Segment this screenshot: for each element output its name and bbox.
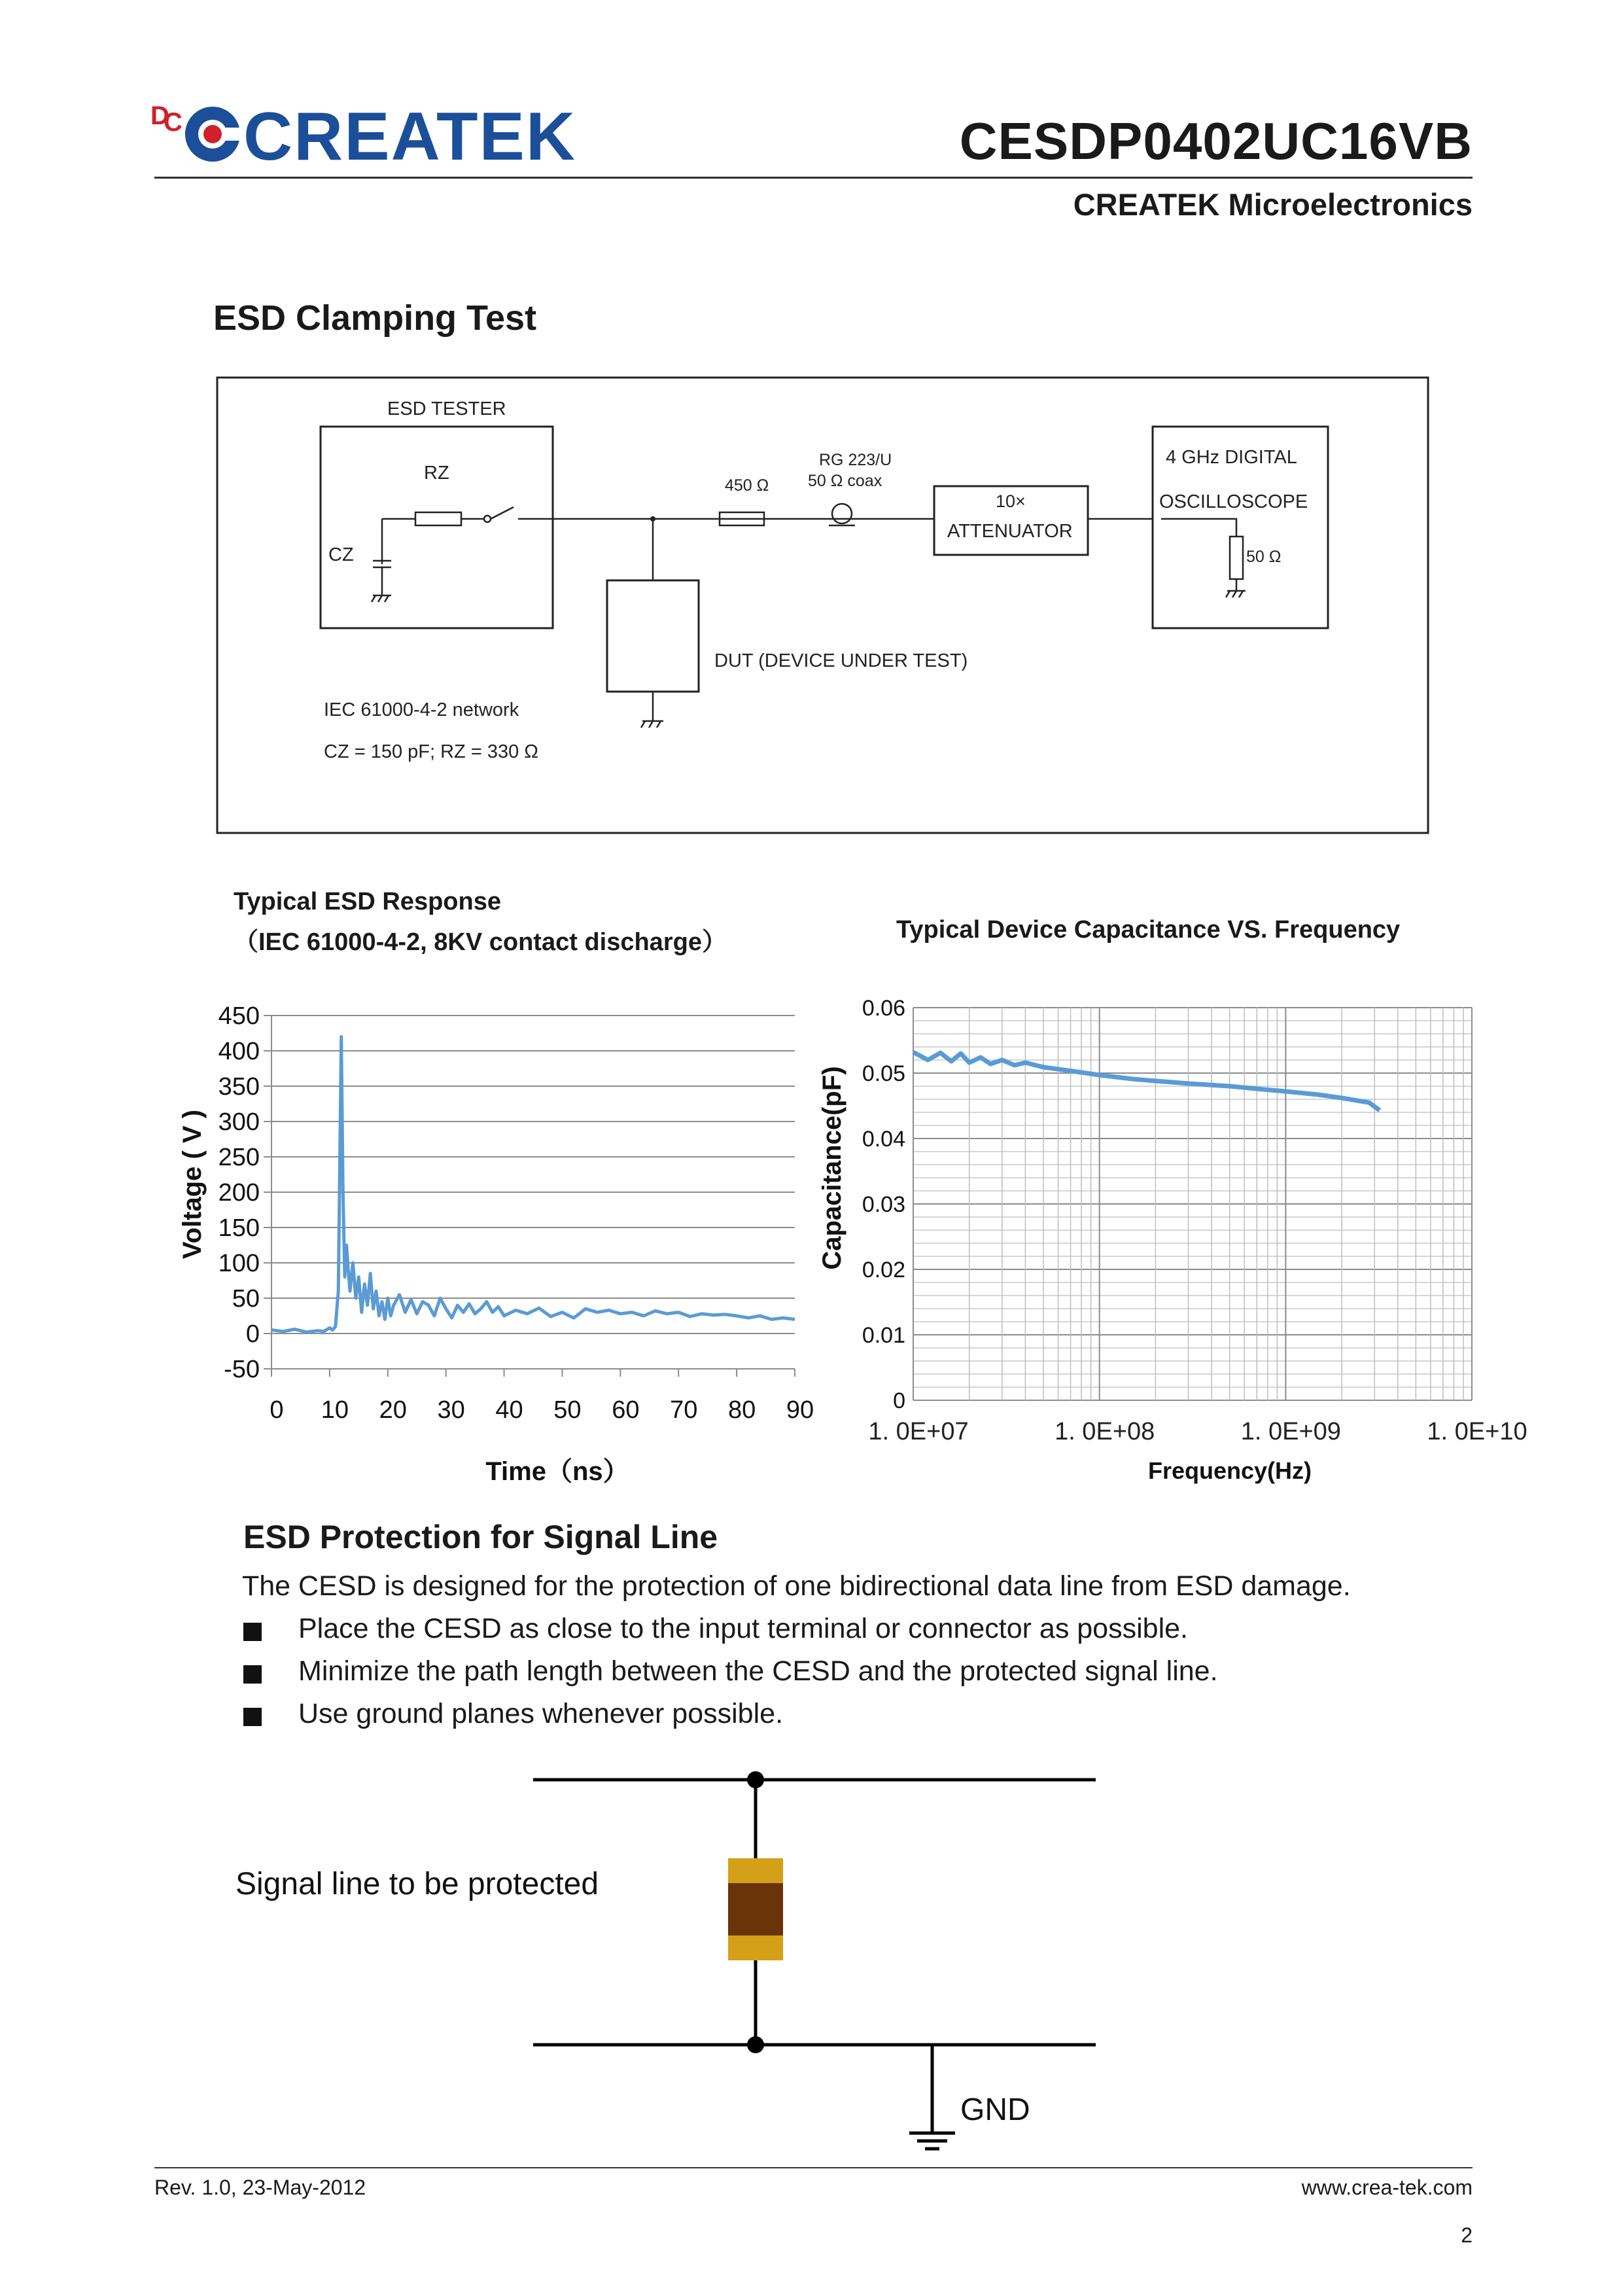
revision-text: Rev. 1.0, 23-May-2012 <box>154 2176 366 2199</box>
bullet-item: Use ground planes whenever possible. <box>298 1698 784 1729</box>
logo-text: CREATEK <box>243 99 576 175</box>
esd-ytick-label: 450 <box>218 1002 260 1030</box>
dut-box <box>607 580 699 692</box>
section-title-esd-clamping: ESD Clamping Test <box>213 298 537 338</box>
logo-c-mark: C <box>164 108 183 137</box>
website-text: www.crea-tek.com <box>1301 2176 1473 2199</box>
section-title-signal-line: ESD Protection for Signal Line <box>243 1519 718 1555</box>
ground-node-dot <box>747 2036 764 2053</box>
page-number: 2 <box>1461 2223 1473 2247</box>
bullet-square-icon <box>243 1665 262 1684</box>
esd-ytick-label: -50 <box>224 1356 260 1383</box>
label-scope-bandwidth: 4 GHz DIGITAL <box>1166 447 1297 468</box>
esd-x-axis-label: Time（ns） <box>485 1457 629 1486</box>
esd-chart-title: Typical ESD Response <box>234 888 501 915</box>
esd-ytick-label: 200 <box>218 1179 260 1207</box>
label-dut: DUT (DEVICE UNDER TEST) <box>714 650 968 671</box>
bullet-square-icon <box>243 1623 262 1641</box>
esd-xtick-label: 10 <box>321 1396 349 1424</box>
company-name: CREATEK Microelectronics <box>1073 187 1473 222</box>
esd-ytick-label: 0 <box>245 1320 260 1348</box>
esd-xtick-label: 50 <box>553 1396 582 1424</box>
label-450-ohm: 450 Ω <box>725 476 769 495</box>
capacitance-chart <box>818 975 1527 1485</box>
esd-ytick-label: 50 <box>232 1285 260 1313</box>
label-oscilloscope: OSCILLOSCOPE <box>1159 491 1308 512</box>
label-attenuator: ATTENUATOR <box>947 521 1073 542</box>
cap-y-axis-label: Capacitance(pF) <box>818 1066 846 1270</box>
cap-xtick-label: 1. 0E+07 <box>868 1418 969 1445</box>
device-band-bottom <box>728 1935 783 1960</box>
device-band-top <box>728 1858 783 1883</box>
esd-test-diagram <box>216 376 1429 834</box>
bullet-item: Place the CESD as close to the input terminal or connector as possible. <box>298 1613 1188 1644</box>
esd-ytick-label: 350 <box>218 1073 260 1101</box>
esd-ytick-label: 100 <box>218 1250 260 1277</box>
cap-ytick-label: 0.04 <box>862 1127 905 1152</box>
esd-tester-box <box>321 427 553 628</box>
esd-xtick-label: 90 <box>786 1396 814 1424</box>
cap-ytick-label: 0.06 <box>862 996 905 1021</box>
cap-ytick-label: 0.01 <box>862 1323 905 1348</box>
esd-chart-subtitle: （IEC 61000-4-2, 8KV contact discharge） <box>234 928 727 956</box>
cap-ytick-label: 0.02 <box>862 1258 905 1282</box>
esd-response-chart <box>170 975 824 1485</box>
label-coax-type: RG 223/U <box>819 451 892 469</box>
label-esd-tester: ESD TESTER <box>387 398 506 419</box>
esd-ytick-label: 150 <box>218 1214 260 1242</box>
capacitance-series <box>913 1052 1380 1110</box>
label-coax-impedance: 50 Ω coax <box>808 472 882 490</box>
esd-xtick-label: 20 <box>379 1396 407 1424</box>
label-iec-network: IEC 61000-4-2 network <box>324 699 519 720</box>
signal-line-intro: The CESD is designed for the protection of one bidirectional data line from ESD damage. <box>242 1570 1351 1602</box>
footer-divider <box>154 2167 1473 2168</box>
bullet-item: Minimize the path length between the CESD and the protected signal line. <box>298 1655 1218 1687</box>
esd-xtick-label: 0 <box>270 1396 284 1424</box>
esd-xtick-label: 80 <box>727 1396 756 1424</box>
cap-ytick-label: 0.05 <box>862 1061 905 1086</box>
cap-ytick-label: 0 <box>893 1388 905 1413</box>
gnd-label: GND <box>960 2093 1030 2127</box>
ground-symbol-icon <box>909 2133 955 2149</box>
cap-xtick-label: 1. 0E+10 <box>1427 1418 1527 1445</box>
signal-line-label: Signal line to be protected <box>236 1867 599 1901</box>
label-50-ohm: 50 Ω <box>1246 548 1282 566</box>
cap-xtick-label: 1. 0E+09 <box>1240 1418 1341 1445</box>
label-rz: RZ <box>424 463 449 484</box>
diagram-frame <box>217 378 1428 833</box>
label-attenuator-ratio: 10× <box>996 491 1026 511</box>
label-network-values: CZ = 150 pF; RZ = 330 Ω <box>324 741 538 762</box>
esd-y-axis-label: Voltage ( V ) <box>178 1109 207 1260</box>
esd-xtick-label: 30 <box>437 1396 465 1424</box>
esd-ytick-label: 300 <box>218 1108 260 1136</box>
header-divider <box>154 177 1473 179</box>
label-cz: CZ <box>328 544 354 565</box>
cap-chart-title: Typical Device Capacitance VS. Frequency <box>896 916 1401 944</box>
cap-xtick-label: 1. 0E+08 <box>1055 1418 1155 1445</box>
part-number: CESDP0402UC16VB <box>959 112 1473 170</box>
esd-ytick-label: 400 <box>218 1038 260 1065</box>
cap-x-axis-label: Frequency(Hz) <box>1147 1457 1312 1484</box>
esd-ytick-label: 250 <box>218 1144 260 1171</box>
esd-xtick-label: 70 <box>670 1396 698 1424</box>
esd-xtick-label: 60 <box>612 1396 640 1424</box>
cesd-device-body <box>728 1883 783 1935</box>
createk-logo <box>150 92 576 177</box>
cap-ytick-label: 0.03 <box>862 1192 905 1217</box>
bullet-square-icon <box>243 1708 262 1726</box>
signal-node-dot <box>747 1771 764 1788</box>
esd-xtick-label: 40 <box>495 1396 523 1424</box>
signal-line-schematic <box>229 1760 1145 2166</box>
logo-dc-mark: D <box>150 101 169 130</box>
esd-voltage-series <box>271 1036 795 1332</box>
